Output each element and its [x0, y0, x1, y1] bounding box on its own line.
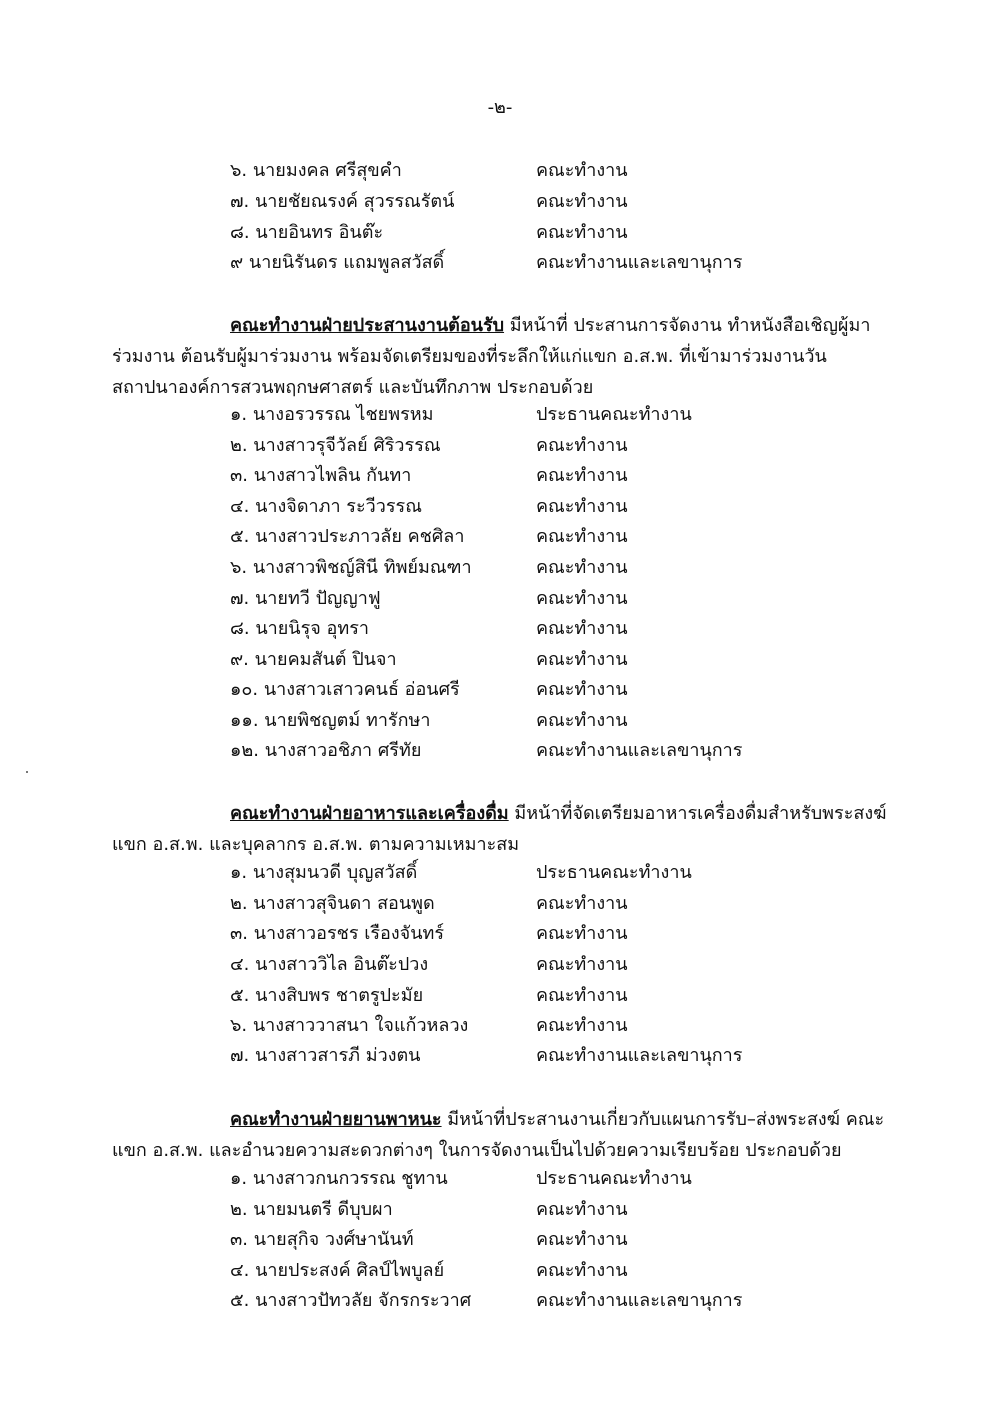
member-role: คณะทำงาน [536, 191, 628, 212]
scan-speck [26, 771, 28, 773]
member-role: ประธานคณะทำงาน [536, 862, 692, 883]
member-role: ประธานคณะทำงาน [536, 1168, 692, 1189]
page-number: -๒- [487, 97, 513, 118]
member-name: ๔. นางสาววิไล อินต๊ะปวง [230, 954, 429, 975]
member-role: คณะทำงานและเลขานุการ [536, 1290, 743, 1311]
member-role: คณะทำงาน [536, 1199, 628, 1220]
member-name: ๑. นางสาวกนกวรรณ ชูทาน [230, 1168, 448, 1189]
member-name: ๑. นางอรวรรณ ไชยพรหม [230, 404, 434, 425]
section-heading: คณะทำงานฝ่ายอาหารและเครื่องดื่ม [230, 803, 509, 824]
section-text: มีหน้าที่ ประสานการจัดงาน ทำหนังสือเชิญผู้มาร่วมงาน ต้อนรับผู้มาร่วมงาน พร้อมจัดเตรียมของที่ระลึกให้แก่แขก อ.ส.พ. ที่เข้ามาร่วมงานวันสถาปนาองค์การสวนพฤกษศาสตร์ และบันทึกภาพ ประกอบด้วย [112, 315, 871, 398]
member-role: คณะทำงาน [536, 160, 628, 181]
member-role: คณะทำงาน [536, 465, 628, 486]
member-role: คณะทำงาน [536, 893, 628, 914]
member-role: คณะทำงาน [536, 435, 628, 456]
member-name: ๓. นางสาวอรชร เรืองจันทร์ [230, 923, 445, 944]
member-name: ๔. นางจิดาภา ระวีวรรณ [230, 496, 422, 517]
member-role: คณะทำงาน [536, 526, 628, 547]
member-name: ๒. นางสาวรุจีวัลย์ ศิริวรรณ [230, 435, 441, 456]
member-name: ๕. นางสาวปัทวลัย จักรกระวาศ [230, 1290, 472, 1311]
member-name: ๘. นายอินทร อินต๊ะ [230, 222, 384, 243]
section-heading: คณะทำงานฝ่ายยานพาหนะ [230, 1109, 442, 1130]
member-role: คณะทำงานและเลขานุการ [536, 1045, 743, 1066]
member-name: ๗. นายชัยณรงค์ สุวรรณรัตน์ [230, 191, 455, 212]
member-name: ๖. นายมงคล ศรีสุขคำ [230, 160, 402, 181]
member-role: คณะทำงานและเลขานุการ [536, 740, 743, 761]
member-role: คณะทำงาน [536, 649, 628, 670]
section-text: มีหน้าที่ประสานงานเกี่ยวกับแผนการรับ–ส่งพระสงฆ์ คณะแขก อ.ส.พ. และอำนวยความสะดวกต่างๆ ในการจัดงานเป็นไปด้วยความเรียบร้อย ประกอบด้วย [112, 1109, 885, 1161]
member-role: คณะทำงาน [536, 710, 628, 731]
member-name: ๖. นางสาวพิชญ์สินี ทิพย์มณฑา [230, 557, 472, 578]
member-role: คณะทำงาน [536, 588, 628, 609]
member-role: คณะทำงาน [536, 954, 628, 975]
member-name: ๙ นายนิรันดร แถมพูลสวัสดิ์ [230, 252, 445, 273]
member-name: ๖. นางสาววาสนา ใจแก้วหลวง [230, 1015, 469, 1036]
member-role: คณะทำงาน [536, 557, 628, 578]
member-name: ๙. นายคมสันต์ ปินจา [230, 649, 397, 670]
member-name: ๑๑. นายพิชญตม์ ทารักษา [230, 710, 431, 731]
member-name: ๗. นายทวี ปัญญาฟู [230, 588, 381, 609]
member-role: คณะทำงานและเลขานุการ [536, 252, 743, 273]
section-paragraph [112, 310, 892, 403]
section-paragraph [112, 1104, 892, 1166]
member-role: คณะทำงาน [536, 1015, 628, 1036]
member-role: คณะทำงาน [536, 923, 628, 944]
member-role: คณะทำงาน [536, 222, 628, 243]
member-name: ๓. นางสาวไพลิน กันทา [230, 465, 412, 486]
member-role: คณะทำงาน [536, 1229, 628, 1250]
member-name: ๑. นางสุมนวดี บุญสวัสดิ์ [230, 862, 418, 883]
member-name: ๓. นายสุกิจ วงศ์ษานันท์ [230, 1229, 414, 1250]
section-text: มีหน้าที่จัดเตรียมอาหารเครื่องดื่มสำหรับพระสงฆ์ แขก อ.ส.พ. และบุคลากร อ.ส.พ. ตามความเหมาะสม [112, 803, 887, 855]
section-heading: คณะทำงานฝ่ายประสานงานต้อนรับ [230, 315, 505, 336]
member-name: ๕. นางสิบพร ชาตรูปะมัย [230, 985, 424, 1006]
member-name: ๔. นายประสงค์ ศิลป์ไพบูลย์ [230, 1260, 445, 1281]
member-name: ๘. นายนิรุจ อุทรา [230, 618, 369, 639]
member-role: คณะทำงาน [536, 618, 628, 639]
member-role: คณะทำงาน [536, 496, 628, 517]
member-role: คณะทำงาน [536, 1260, 628, 1281]
member-name: ๕. นางสาวประภาวลัย คชศิลา [230, 526, 465, 547]
member-name: ๑๐. นางสาวเสาวคนธ์ อ่อนศรี [230, 679, 460, 700]
member-role: ประธานคณะทำงาน [536, 404, 692, 425]
member-name: ๒. นายมนตรี ดีบุบผา [230, 1199, 393, 1220]
member-name: ๒. นางสาวสุจินดา สอนพูด [230, 893, 435, 914]
member-role: คณะทำงาน [536, 679, 628, 700]
member-name: ๗. นางสาวสารภี ม่วงตน [230, 1045, 421, 1066]
section-paragraph [112, 798, 892, 860]
member-role: คณะทำงาน [536, 985, 628, 1006]
member-name: ๑๒. นางสาวอชิภา ศรีทัย [230, 740, 422, 761]
